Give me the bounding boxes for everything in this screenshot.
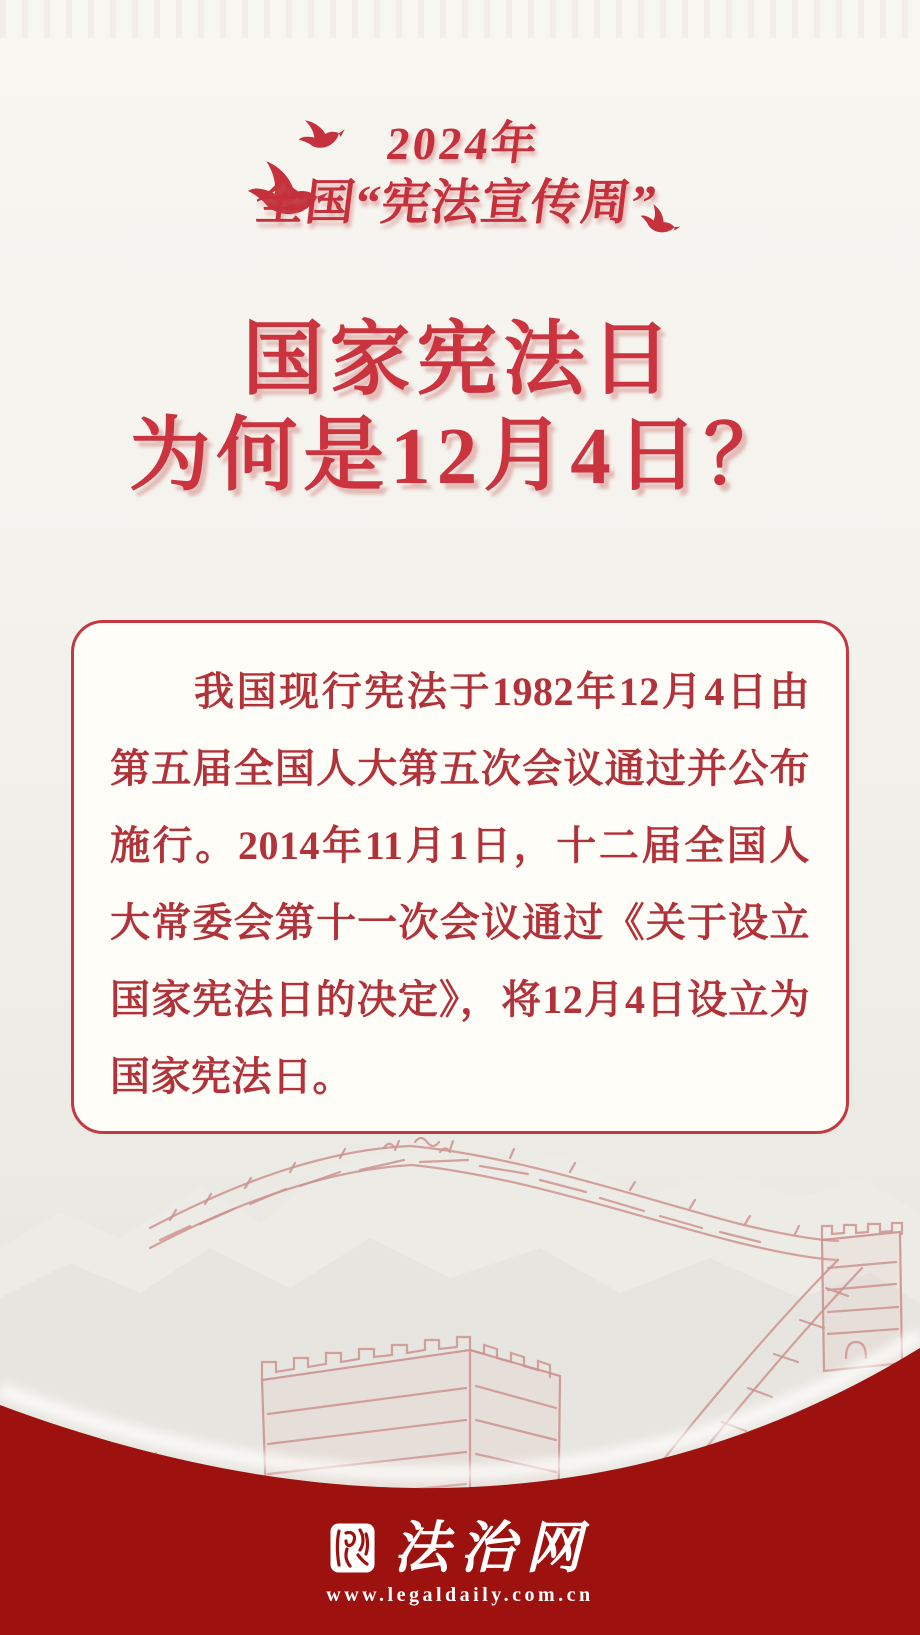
campaign-title: 全国“宪法宣传周” (252, 175, 661, 230)
body-text-card (71, 620, 849, 1134)
campaign-year: 2024年 (384, 118, 544, 169)
page-title-line2: 为何是12月4日？ (129, 411, 791, 501)
fazhi-seal-icon (329, 1522, 376, 1574)
site-name: 法治网 (393, 1515, 592, 1581)
page-title-line1: 国家宪法日 (242, 315, 678, 405)
top-texture-band (0, 0, 920, 38)
body-paragraph: 我国现行宪法于1982年12月4日由第五届全国人大第五次会议通过并公布施行。2014年11月1日，十二届全国人大常委会第十一次会议通过《关于设立国家宪法日的决定》，将12月4日设立为国家宪法日。 (110, 669, 810, 1099)
site-url: www.legaldaily.com.cn (326, 1584, 594, 1606)
page-title (0, 312, 920, 504)
site-logo-block (0, 1515, 920, 1607)
campaign-logo (0, 118, 920, 232)
